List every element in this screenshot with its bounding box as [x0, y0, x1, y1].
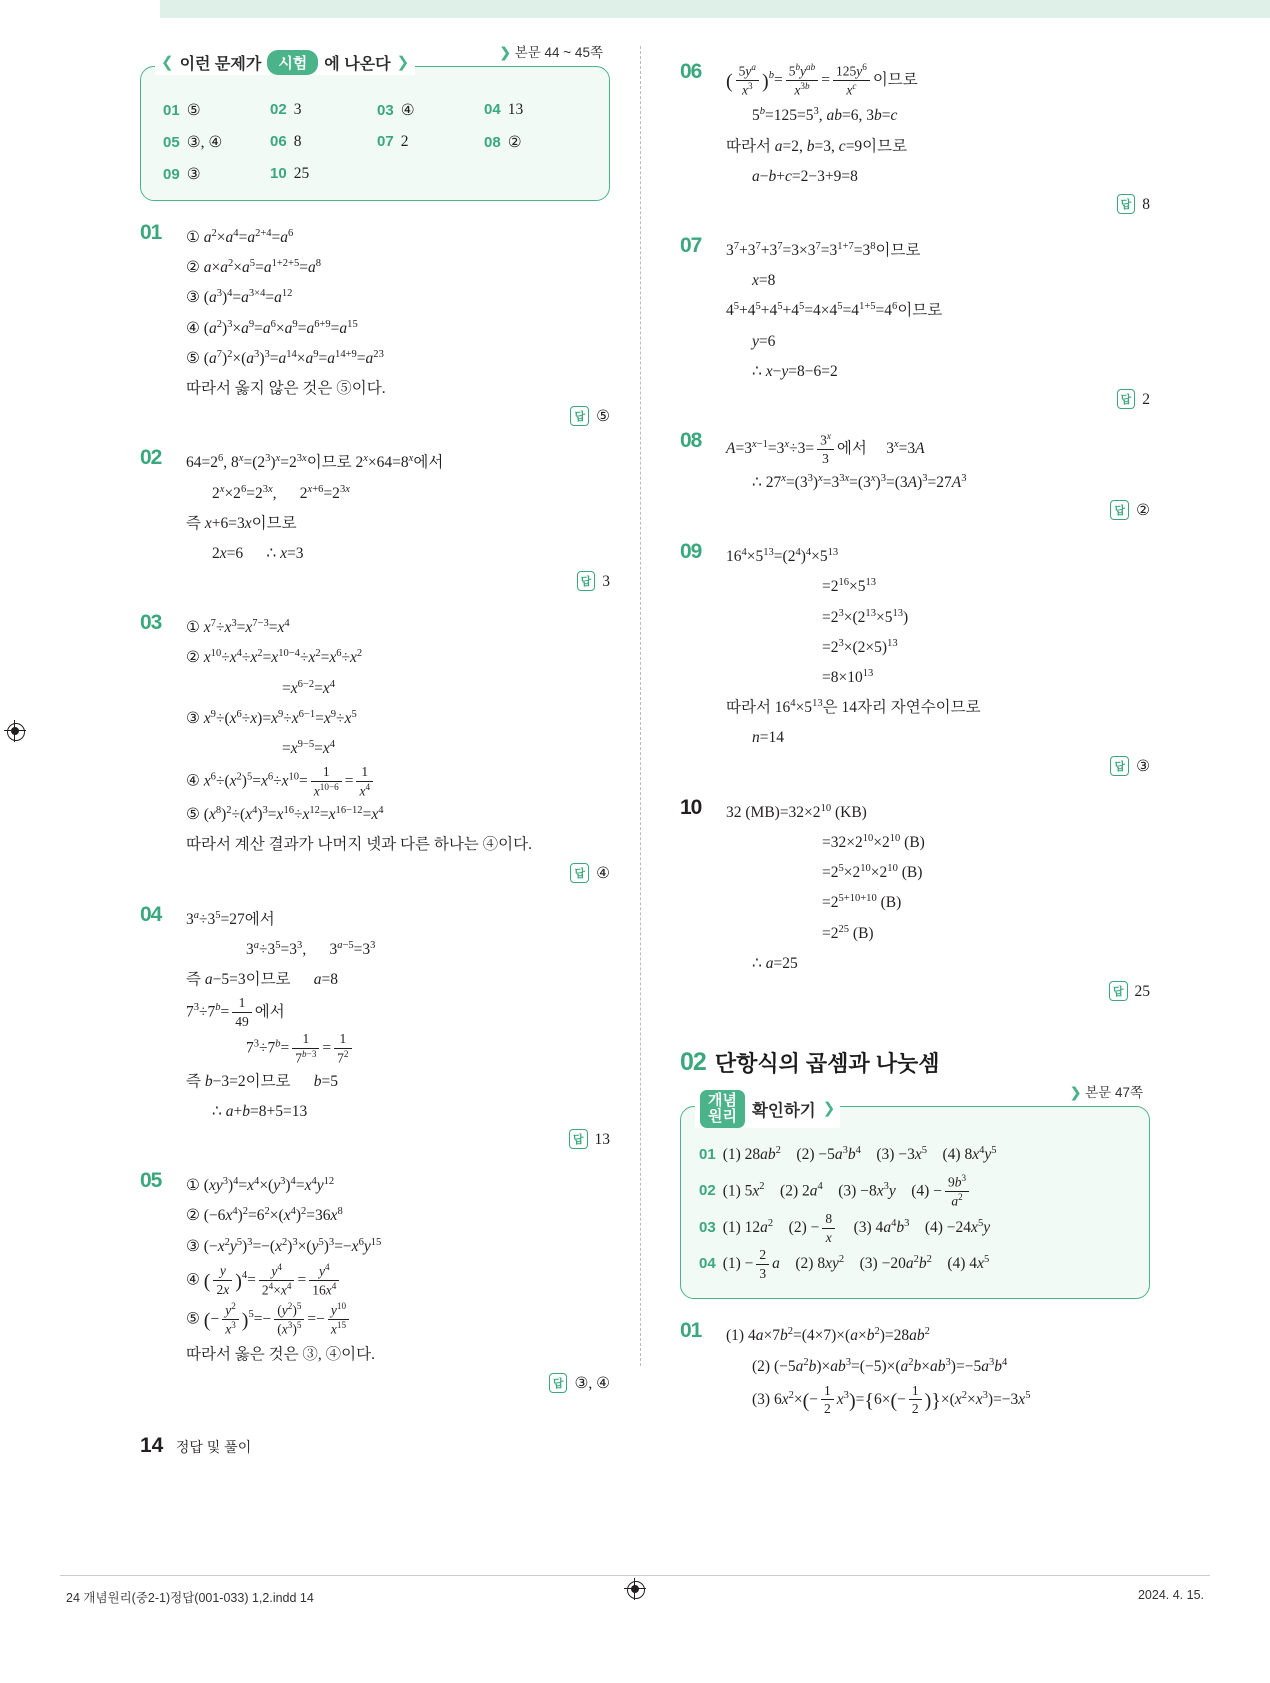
solution-line: $=2^{5+10+10}$ (B): [822, 893, 902, 912]
solution-line: 즉 a−5=3이므로 a=8: [186, 971, 339, 989]
solution-line: $64=2^6$, $8^x=(2^3)^x=2^{3x}$이므로 $2^x\times 64=8^x$에서: [186, 453, 444, 472]
solution-line: ③ $(-x^2y^5)^3=-(x^2)^3\times(y^5)^3=-x^6y^{15}$: [186, 1236, 382, 1255]
solution-line: $=2^{16}\times 5^{13}$: [822, 577, 877, 596]
left-solutions-list: [140, 223, 610, 1393]
answer-value: ③, ④: [574, 1374, 610, 1392]
solution-line: ② $(-6x^4)^2=6^2\times(x^4)^2=36x^8$: [186, 1206, 343, 1225]
solution-block: [680, 795, 1150, 1001]
solution-line: ∴ x−y=8−6=2: [752, 362, 838, 380]
exam-tag-pill: 시험: [267, 50, 318, 75]
reference-text: 본문 44 ~ 45쪽: [514, 45, 603, 60]
solution-number: 04: [140, 902, 162, 926]
exam-tag-suffix: 에 나온다: [324, 56, 391, 73]
answer-badge-icon: 답: [1117, 194, 1136, 214]
answer-value: 13: [594, 1131, 610, 1149]
solution-block: [680, 431, 1150, 520]
section-heading: [680, 1047, 1150, 1078]
page-number: 14: [140, 1434, 164, 1457]
right-solutions-list: [680, 62, 1150, 1001]
solution-answer: [186, 1373, 610, 1393]
exam-box-reference: [500, 41, 603, 61]
solution-block: [680, 233, 1150, 409]
concept-tag-text: 확인하기: [751, 1101, 816, 1120]
exam-answer-number: 07: [377, 133, 394, 150]
registration-mark-left: [4, 720, 26, 742]
solution-line: $=8\times 10^{13}$: [822, 667, 874, 687]
solution-line: x=8: [752, 272, 776, 290]
answer-badge-icon: 답: [549, 1373, 568, 1393]
solution-line: $2^x\times 2^6=2^{3x}$, $2^{x+6}=2^{3x}$: [212, 483, 350, 502]
solution-block: [140, 902, 610, 1149]
solution-line: $A=3^{x-1}=3^x\div 3=$ $\frac{3^x}{3}$ 에서 $3^x=3A$: [726, 431, 925, 467]
tag-left-wing-icon: ❮: [161, 55, 174, 71]
section-number: 02: [680, 1048, 706, 1077]
solution-block: [680, 542, 1150, 776]
exam-answer-value: ③, ④: [186, 134, 223, 151]
solution-line: 즉 b−3=2이므로 b=5: [186, 1072, 339, 1090]
solution-line: $3^a\div 3^5=27$에서: [186, 909, 275, 928]
solution-number: 07: [680, 233, 702, 257]
answer-badge-icon: 답: [570, 406, 589, 426]
solution-answer: [186, 863, 610, 883]
answer-badge-icon: 답: [1110, 756, 1129, 776]
solution-line: (2) $(-5a^2b)\times ab^3=(-5)\times(a^2b\times ab^3)=-5a^3b^4$: [752, 1356, 1008, 1375]
concept-box-tag: [695, 1090, 840, 1128]
solution-line: ③ $(a^3)^4=a^{3\times 4}=a^{12}$: [186, 288, 293, 307]
concept-row-number: 03: [699, 1219, 716, 1237]
answer-badge-icon: 답: [570, 863, 589, 883]
exam-answer-item: [270, 133, 377, 152]
footer-rule: [60, 1575, 1210, 1576]
answer-badge-icon: 답: [577, 571, 596, 591]
footer-file-info: 24 개념원리(중2-1)정답(001-033) 1,2.indd 14: [66, 1591, 314, 1605]
solution-line: 따라서 $16^4\times 5^{13}$은 14자리 자연수이므로: [726, 698, 981, 717]
solution-number: 08: [680, 429, 702, 453]
solution-line: ④ $(a^2)^3\times a^9=a^6\times a^9=a^{6+9}=a^{15}$: [186, 318, 358, 337]
solution-line: (3) $6x^2\times(-$ $\frac{1}{2}$ $x^3)=\{6\times(-$ $\frac{1}{2}$ )}$\times(x^2\times x^3)=-3x^5$: [752, 1382, 1031, 1417]
exam-answer-item: [163, 133, 270, 152]
solution-line: ( $\frac{5y^a}{x^3}$ )$^b$= $\frac{5^by^{ab}}{x^{3b}}$ = $\frac{125y^6}{x^c}$ 이므로: [726, 62, 918, 98]
solution-line: 따라서 계산 결과가 나머지 넷과 다른 하나는 ④이다.: [186, 836, 532, 854]
tag-right-wing-icon: ❯: [396, 55, 410, 71]
registration-mark-bottom: [624, 1578, 646, 1600]
page-number-block: [140, 1434, 251, 1458]
answer-value: 3: [602, 573, 610, 591]
concept-reference-arrow-icon: ❯: [1070, 1085, 1082, 1101]
solution-line: ③ $x^9\div(x^6\div x)=x^9\div x^{6-1}=x^9\div x^5$: [186, 708, 357, 727]
exam-answer-number: 06: [270, 133, 287, 150]
solution-block: [140, 613, 610, 882]
solution-line: ⑤ $(x^8)^2\div(x^4)^3=x^{16}\div x^{12}=x^{16-12}=x^4$: [186, 805, 384, 824]
solution-answer: [186, 406, 610, 426]
exam-answers-box: [140, 45, 610, 201]
concept-row: 04 (1) − $\frac{2}{3}$ a (2) $8xy^2$ $(3) -20a^2b^2$ (4) $4x^5$: [699, 1246, 990, 1281]
exam-answer-value: 8: [293, 133, 302, 150]
exam-answer-number: 02: [270, 101, 287, 118]
concept-row-number: 02: [699, 1181, 716, 1199]
concept-row: 01 (1) $28ab^2$ $(2) -5a^3b^4$ $(3) -3x^5$ (4) $8x^4y^5$: [699, 1144, 997, 1164]
solution-number: 06: [680, 60, 702, 83]
solution-answer: [186, 571, 610, 591]
solution-number: 10: [680, 795, 702, 819]
exam-answer-item: [377, 133, 484, 152]
solution-line: ④ ( $\frac{y}{2x}$ )$^4$= $\frac{y^4}{2^4\times x^4}$ = $\frac{y^4}{16x^4}$: [186, 1262, 610, 1301]
solution-answer: [726, 981, 1150, 1001]
concept-reference-text: 본문 47쪽: [1085, 1085, 1143, 1101]
solution-answer: [726, 194, 1150, 214]
solution-line: $7^3\div 7^b=$ $\frac{1}{7^{b-3}}$ = $\frac{1}{7^2}$: [186, 1031, 610, 1067]
concept-box-reference: [1070, 1081, 1143, 1101]
reference-arrow-icon: ❯: [499, 45, 511, 60]
exam-answer-item: [484, 101, 591, 120]
solution-line: 따라서 a=2, b=3, c=9이므로: [726, 137, 908, 155]
solution-number: 09: [680, 540, 702, 564]
exam-answer-value: ③: [186, 166, 201, 183]
concept-row: 02 (1) $5x^2$ (2) $2a^4$ $(3) -8x^3y$ (4) − $\frac{9b^3}{a^2}$: [699, 1173, 1133, 1210]
exam-answer-item: [377, 101, 484, 120]
solution-line: ∴ a+b=8+5=13: [212, 1102, 308, 1120]
solution-line: $5^b=125=5^3$, ab=6, 3b=c: [752, 106, 898, 125]
answer-value: ④: [596, 864, 610, 882]
solution-line: ⑤ $(a^7)^2\times(a^3)^3=a^{14}\times a^9=a^{14+9}=a^{23}$: [186, 348, 384, 367]
answer-badge-icon: 답: [569, 1129, 588, 1149]
solution-line: $=x^{6-2}=x^4$: [282, 678, 336, 697]
section-solution: [680, 1321, 1150, 1420]
exam-answer-value: ⑤: [186, 102, 201, 119]
right-column: [680, 40, 1150, 1421]
exam-answer-number: 01: [163, 102, 180, 119]
solution-line: n=14: [752, 729, 784, 747]
exam-answer-value: 3: [293, 101, 302, 118]
solution-line: ④ $x^6\div(x^2)^5=x^6\div x^{10}=$ $\frac{1}{x^{10-6}}$ = $\frac{1}{x^4}$: [186, 764, 610, 800]
exam-tag-prefix: 이런 문제가: [179, 56, 262, 73]
solution-line: ∴ $27^x=(3^3)^x=3^{3x}=(3^x)^3=(3A)^3=27A^3$: [752, 472, 967, 491]
exam-answer-item: [163, 165, 270, 184]
solution-line: $3^7+3^7+3^7=3\times 3^7=3^{1+7}=3^8$이므로: [726, 240, 921, 259]
exam-answer-value: ②: [507, 134, 522, 151]
solution-line: $16^4\times 5^{13}=(2^4)^4\times 5^{13}$: [726, 547, 839, 566]
answer-value: ⑤: [596, 408, 610, 426]
solution-line: $=2^3\times(2^{13}\times 5^{13})$: [822, 607, 909, 626]
answer-badge-icon: 답: [1109, 981, 1128, 1001]
solution-block: [680, 62, 1150, 214]
exam-answer-value: ④: [400, 102, 415, 119]
answer-value: 2: [1142, 391, 1150, 409]
concept-tag-pill: [700, 1090, 745, 1128]
concept-pill-line2: 원리: [708, 1107, 737, 1125]
solution-line: $=2^{25}$ (B): [822, 923, 874, 942]
exam-answer-number: 09: [163, 166, 180, 183]
solution-block: [680, 1321, 1150, 1420]
exam-answer-value: 13: [507, 101, 524, 118]
answer-value: ③: [1136, 757, 1150, 775]
concept-rows: [699, 1137, 1133, 1282]
solution-answer: [726, 389, 1150, 409]
solution-number: 01: [140, 221, 162, 244]
exam-answer-number: 05: [163, 134, 180, 151]
solution-answer: [726, 756, 1150, 776]
solution-line: $=2^3\times(2\times 5)^{13}$: [822, 637, 898, 656]
concept-tag-wing-icon: ❯: [822, 1101, 836, 1118]
solution-number: 01: [680, 1319, 702, 1343]
footer-date: 2024. 4. 15.: [1137, 1588, 1204, 1602]
concept-pill-line1: 개념: [708, 1092, 737, 1110]
solution-line: $4^5+4^5+4^5+4^5=4\times 4^5=4^{1+5}=4^6$이므로: [726, 301, 943, 320]
concept-row-number: 04: [699, 1255, 716, 1273]
solution-line: 즉 x+6=3x이므로: [186, 514, 297, 532]
solution-number: 03: [140, 611, 162, 635]
solution-line: $7^3\div 7^b=$ $\frac{1}{49}$ 에서: [186, 995, 285, 1030]
page-footer-label: 정답 및 풀이: [175, 1439, 252, 1455]
solution-line: ① $a^2\times a^4=a^{2+4}=a^6$: [186, 227, 294, 246]
solution-line: a−b+c=2−3+9=8: [752, 167, 858, 185]
solution-line: ⑤ (− $\frac{y^2}{x^3}$ )$^5$=− $\frac{(y^2)^5}{(x^3)^5}$ =− $\frac{y^{10}}{x^{15}}$: [186, 1301, 610, 1340]
exam-answer-item: [484, 133, 591, 152]
solution-number: 05: [140, 1169, 162, 1193]
concept-check-box: [680, 1085, 1150, 1299]
solution-line: ② $x^{10}\div x^4\div x^2=x^{10-4}\div x^2=x^6\div x^2$: [186, 648, 363, 667]
solution-number: 02: [140, 446, 162, 470]
solution-line: ① $x^7\div x^3=x^{7-3}=x^4$: [186, 618, 290, 637]
solution-line: $3^a\div 3^5=3^3$, $3^{a-5}=3^3$: [246, 939, 376, 958]
exam-answer-item: [163, 101, 270, 120]
solution-answer: [726, 500, 1150, 520]
concept-row-number: 01: [699, 1146, 716, 1164]
answer-value: 8: [1142, 195, 1150, 213]
solution-line: 2x=6 ∴ x=3: [212, 544, 304, 562]
exam-answer-number: 04: [484, 101, 501, 118]
solution-line: (1) $4a\times 7b^2=(4\times 7)\times(a\times b^2)=28ab^2$: [726, 1326, 930, 1345]
solution-line: 따라서 옳지 않은 것은 ⑤이다.: [186, 380, 386, 398]
exam-answer-number: 10: [270, 165, 287, 182]
exam-answer-value: 2: [400, 133, 409, 150]
left-column: [140, 40, 610, 1393]
answer-badge-icon: 답: [1110, 500, 1129, 520]
solution-line: y=6: [752, 332, 776, 350]
concept-row: 03 (1) $12a^2$ (2) − $\frac{8}{x}$ (3) $4a^4b^3$ $(4) -24x^5y$: [699, 1210, 991, 1245]
solution-line: 따라서 옳은 것은 ③, ④이다.: [186, 1346, 376, 1364]
solution-line: $=32\times 2^{10}\times 2^{10}$ (B): [822, 832, 925, 851]
solution-block: [140, 1171, 610, 1392]
solution-line: $=2^5\times 2^{10}\times 2^{10}$ (B): [822, 862, 923, 882]
solution-line: 32 $(MB)=32\times 2^{10}$ (KB): [726, 802, 867, 821]
exam-answer-grid: [163, 101, 591, 184]
column-divider: [640, 46, 641, 1366]
solution-line: ① $(xy^3)^4=x^4\times(y^3)^4=x^4y^{12}$: [186, 1175, 335, 1195]
section-title: 단항식의 곱셈과 나눗셈: [714, 1051, 940, 1077]
answer-badge-icon: 답: [1117, 389, 1136, 409]
exam-answer-item: [270, 165, 377, 184]
solution-line: $=x^{9-5}=x^4$: [282, 738, 336, 758]
exam-box-tag: [155, 50, 415, 75]
solution-block: [140, 448, 610, 591]
answer-value: 25: [1134, 983, 1150, 1001]
exam-answer-number: 03: [377, 102, 394, 119]
top-green-bar: [160, 0, 1270, 18]
solution-line: ∴ a=25: [752, 954, 798, 972]
solution-line: ② $a\times a^2\times a^5=a^{1+2+5}=a^8$: [186, 258, 322, 277]
exam-answer-number: 08: [484, 134, 501, 151]
solution-answer: [186, 1129, 610, 1149]
exam-answer-value: 25: [293, 165, 310, 182]
answer-value: ②: [1136, 502, 1150, 520]
exam-answer-item: [270, 101, 377, 120]
solution-block: [140, 223, 610, 426]
